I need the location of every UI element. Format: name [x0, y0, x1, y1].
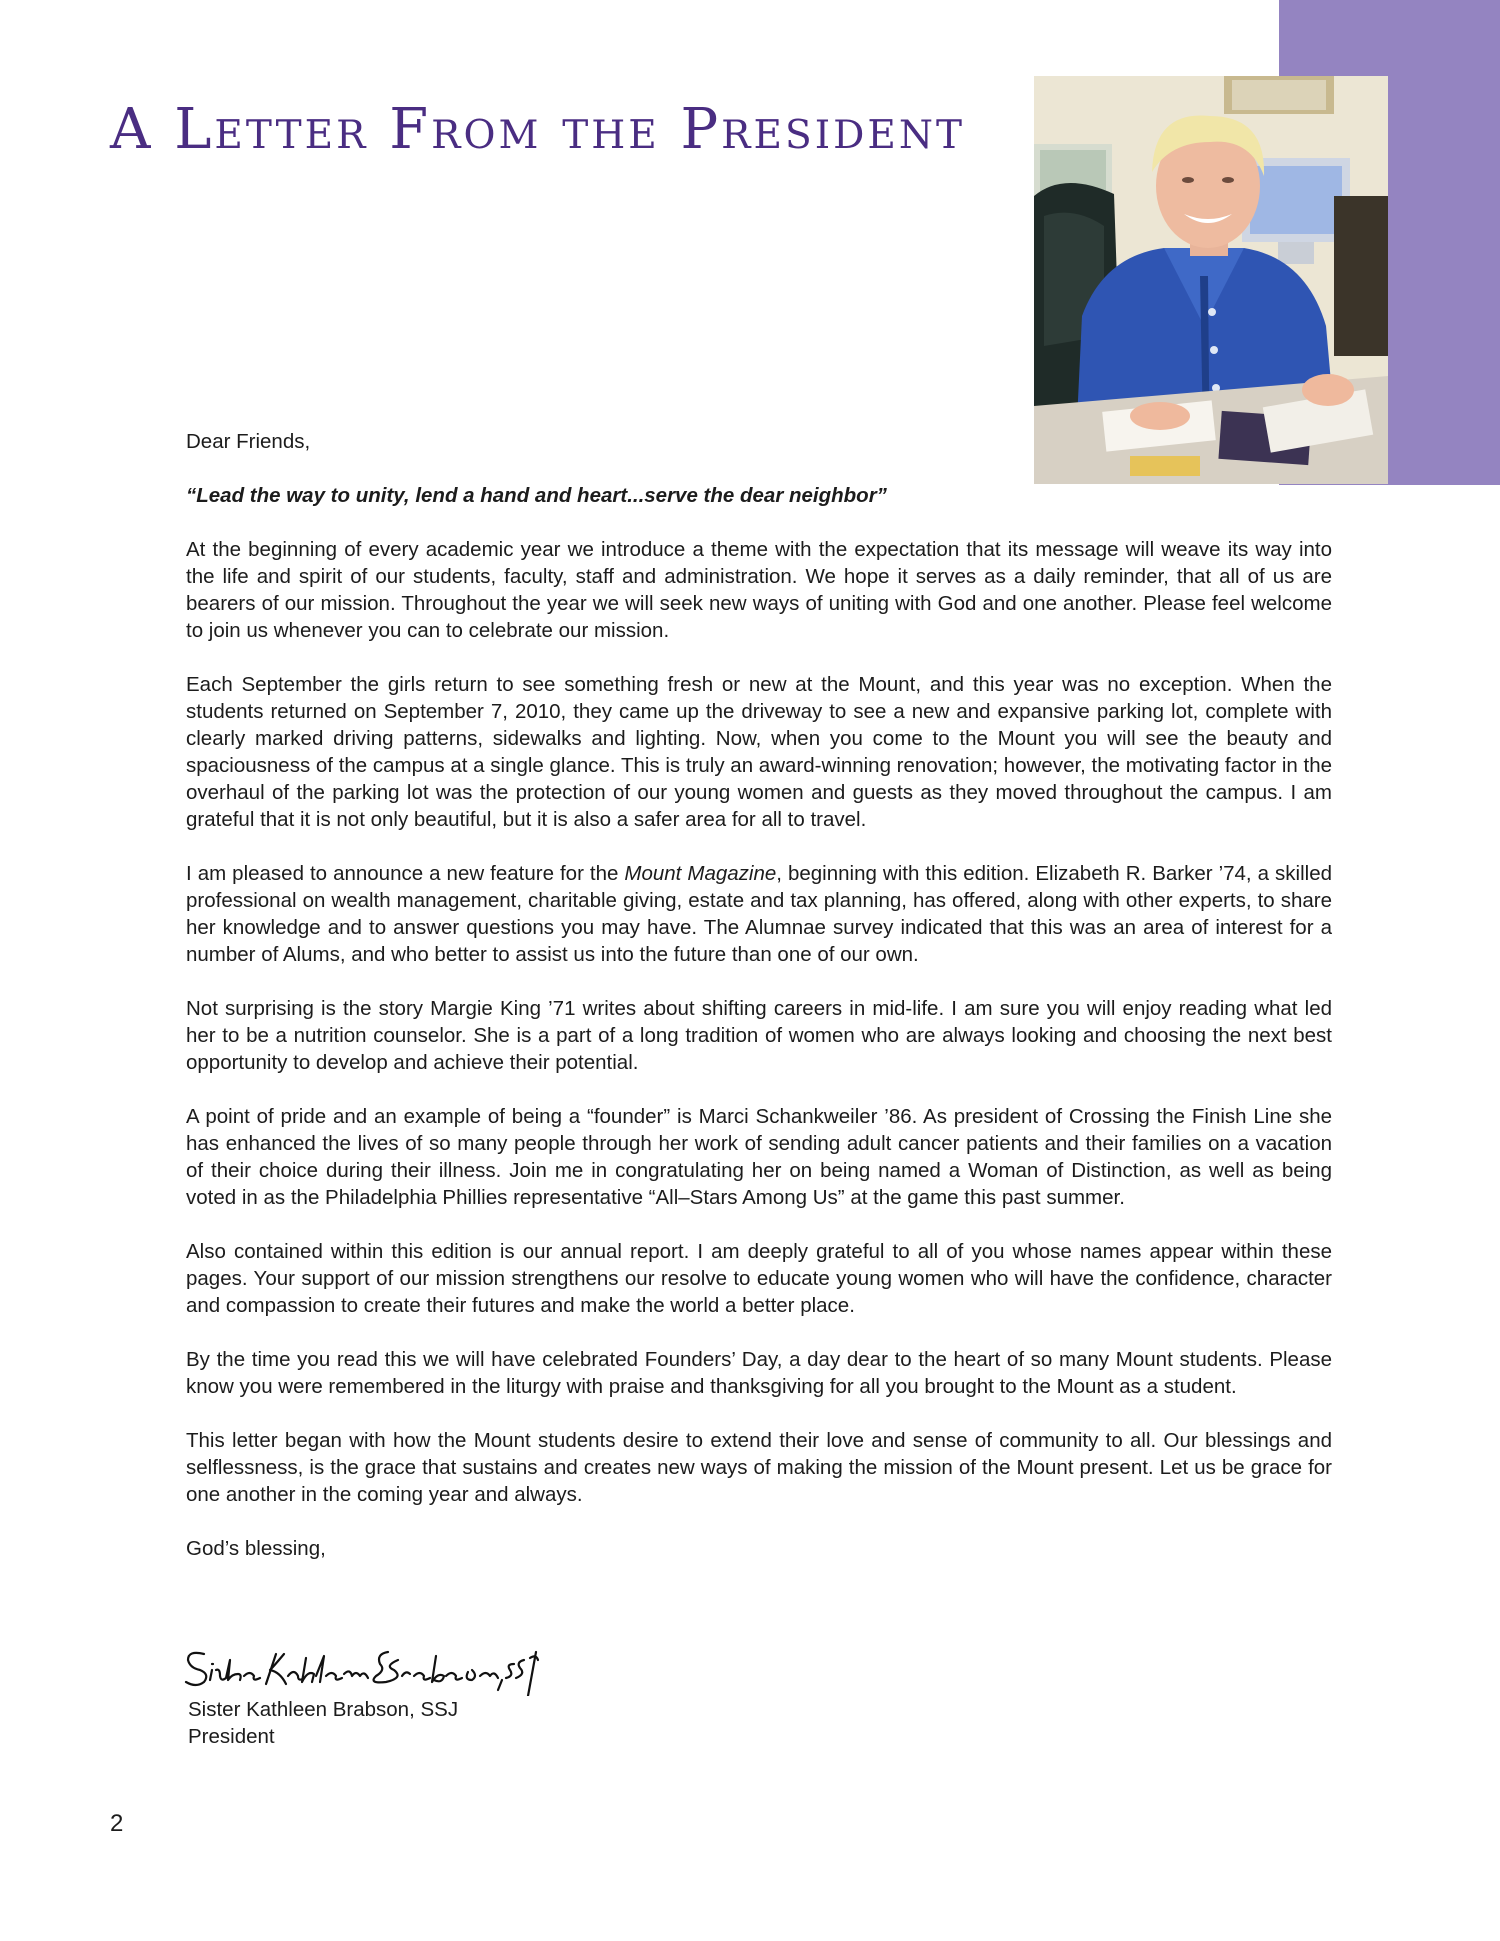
closing: God’s blessing, — [186, 1537, 326, 1560]
letter-paragraph: Also contained within this edition is our annual report. I am deeply grateful to all of you whose names appear within these pages. Your support of our mission strengthens our resolve to educate young women who will have the confidence, character and compassion to create their futures and make the world a better place. — [186, 1240, 1332, 1317]
letter-paragraph: At the beginning of every academic year we introduce a theme with the expectation that its message will weave its way into the life and spirit of our students, faculty, staff and administration. We hope it serves as a daily reminder, that all of us are bearers of our mission. Throughout the year we will seek new ways of uniting with God and one another. Please feel welcome to join us whenever you can to celebrate our mission. — [186, 538, 1332, 642]
president-photo — [1034, 76, 1388, 484]
handwritten-signature — [180, 1640, 540, 1696]
theme-quote: “Lead the way to unity, lend a hand and heart...serve the dear neighbor” — [186, 484, 887, 507]
letter-paragraph: Each September the girls return to see something fresh or new at the Mount, and this year was no exception. When the students returned on September 7, 2010, they came up the driveway to see a new and expansive parking lot, complete with clearly marked driving patterns, sidewalks and lighting. Now, when you come to the Mount you will see the beauty and spaciousness of the campus at a single glance. This is truly an award-winning renovation; however, the motivating factor in the overhaul of the parking lot was the protection of our young women and guests as they moved throughout the campus. I am grateful that it is not only beautiful, but it is also a safer area for all to travel. — [186, 673, 1332, 831]
magazine-title: Mount Magazine — [624, 862, 777, 885]
paragraph-text: , beginning with this edition. Elizabeth R. Barker ’74, a skilled professional on wealth management, charitable giving, estate and tax planning, has offered, along with other experts, to share her knowledge and to answer questions you may have. The Alumnae survey indicated that this was an area of interest for a number of Alums, and who better to assist us into the future than one of our own. — [186, 862, 1332, 966]
signer-title: President — [188, 1725, 275, 1748]
page-number: 2 — [110, 1810, 124, 1837]
letter-paragraph-magazine — [186, 860, 1332, 968]
letter-paragraph: This letter began with how the Mount students desire to extend their love and sense of community to all. Our blessings and selflessness, is the grace that sustains and creates new ways of making the mission of the Mount present. Let us be grace for one another in the coming year and always. — [186, 1429, 1332, 1506]
letter-paragraph: A point of pride and an example of being a “founder” is Marci Schankweiler ’86. As president of Crossing the Finish Line she has enhanced the lives of so many people through her work of sending adult cancer patients and their families on a vacation of their choice during their illness. Join me in congratulating her on being named a Woman of Distinction, as well as being voted in as the Philadelphia Phillies representative “All–Stars Among Us” at the game this past summer. — [186, 1105, 1332, 1209]
signer-name: Sister Kathleen Brabson, SSJ — [188, 1698, 459, 1721]
page-title: A Letter From the President — [110, 97, 966, 162]
letter-paragraph: By the time you read this we will have celebrated Founders’ Day, a day dear to the heart of so many Mount students. Please know you were remembered in the liturgy with praise and thanksgiving for all you brought to the Mount as a student. — [186, 1348, 1332, 1398]
letter-body — [186, 428, 1332, 1562]
paragraph-text: I am pleased to announce a new feature for the — [186, 862, 625, 885]
letter-paragraph: Not surprising is the story Margie King ’71 writes about shifting careers in mid-life. I am sure you will enjoy reading what led her to be a nutrition counselor. She is a part of a long tradition of women who are always looking and choosing the next best opportunity to develop and achieve their potential. — [186, 997, 1332, 1074]
salutation: Dear Friends, — [186, 430, 311, 453]
